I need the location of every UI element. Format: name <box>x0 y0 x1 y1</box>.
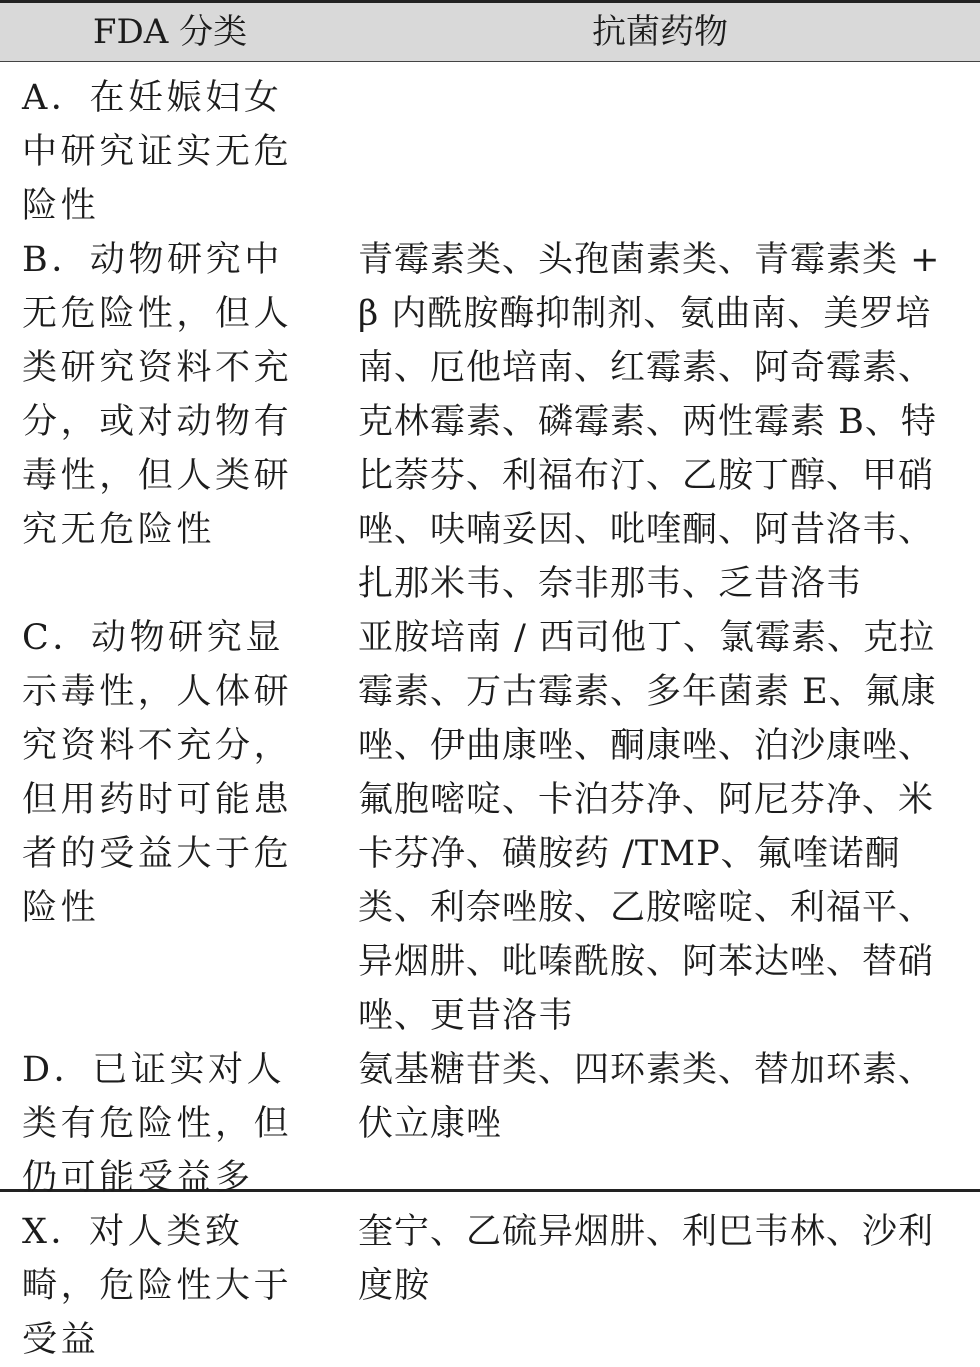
table-row <box>0 611 980 1043</box>
row-drugs-a <box>358 71 958 233</box>
row-category-d: D．已证实对人类有危险性，但仍可能受益多 <box>22 1050 293 1198</box>
table-row <box>0 1043 980 1205</box>
row-category-a: A．在妊娠妇女中研究证实无危险性 <box>22 78 293 226</box>
row-category-c: C．动物研究显示毒性，人体研究资料不充分，但用药时可能患者的受益大于危险性 <box>22 618 293 928</box>
row-drugs-x: 奎宁、乙硫异烟肼、利巴韦林、沙利度胺 <box>358 1212 935 1306</box>
table-header <box>0 3 980 62</box>
header-antibacterial-drugs: 抗菌药物 <box>592 12 728 52</box>
row-category-b: B．动物研究中无危险性，但人类研究资料不充分，或对动物有毒性，但人类研究无危险性 <box>22 240 293 550</box>
table-body <box>0 71 980 1367</box>
table-row <box>0 1205 980 1367</box>
row-category-x: X．对人类致畸，危险性大于受益 <box>22 1212 293 1360</box>
table-row <box>0 233 980 611</box>
header-fda-category: FDA 分类 <box>92 12 248 52</box>
table-row <box>0 71 980 233</box>
row-drugs-b: 青霉素类、头孢菌素类、青霉素类 +β 内酰胺酶抑制剂、氨曲南、美罗培南、厄他培南、红霉素、阿奇霉素、克林霉素、磷霉素、两性霉素 B、特比萘芬、利福布汀、乙胺丁醇、甲硝唑、呋喃妥因、吡喹酮、阿昔洛韦、扎那米韦、奈非那韦、乏昔洛韦 <box>358 240 941 604</box>
row-drugs-d: 氨基糖苷类、四环素类、替加环素、伏立康唑 <box>358 1050 935 1144</box>
row-drugs-c: 亚胺培南 / 西司他丁、氯霉素、克拉霉素、万古霉素、多年菌素 E、氟康唑、伊曲康唑、酮康唑、泊沙康唑、氟胞嘧啶、卡泊芬净、阿尼芬净、米卡芬净、磺胺药 /TMP、氟喹诺酮类、利奈唑胺、乙胺嘧啶、利福平、异烟肼、吡嗪酰胺、阿苯达唑、替硝唑、更昔洛韦 <box>358 618 937 1036</box>
